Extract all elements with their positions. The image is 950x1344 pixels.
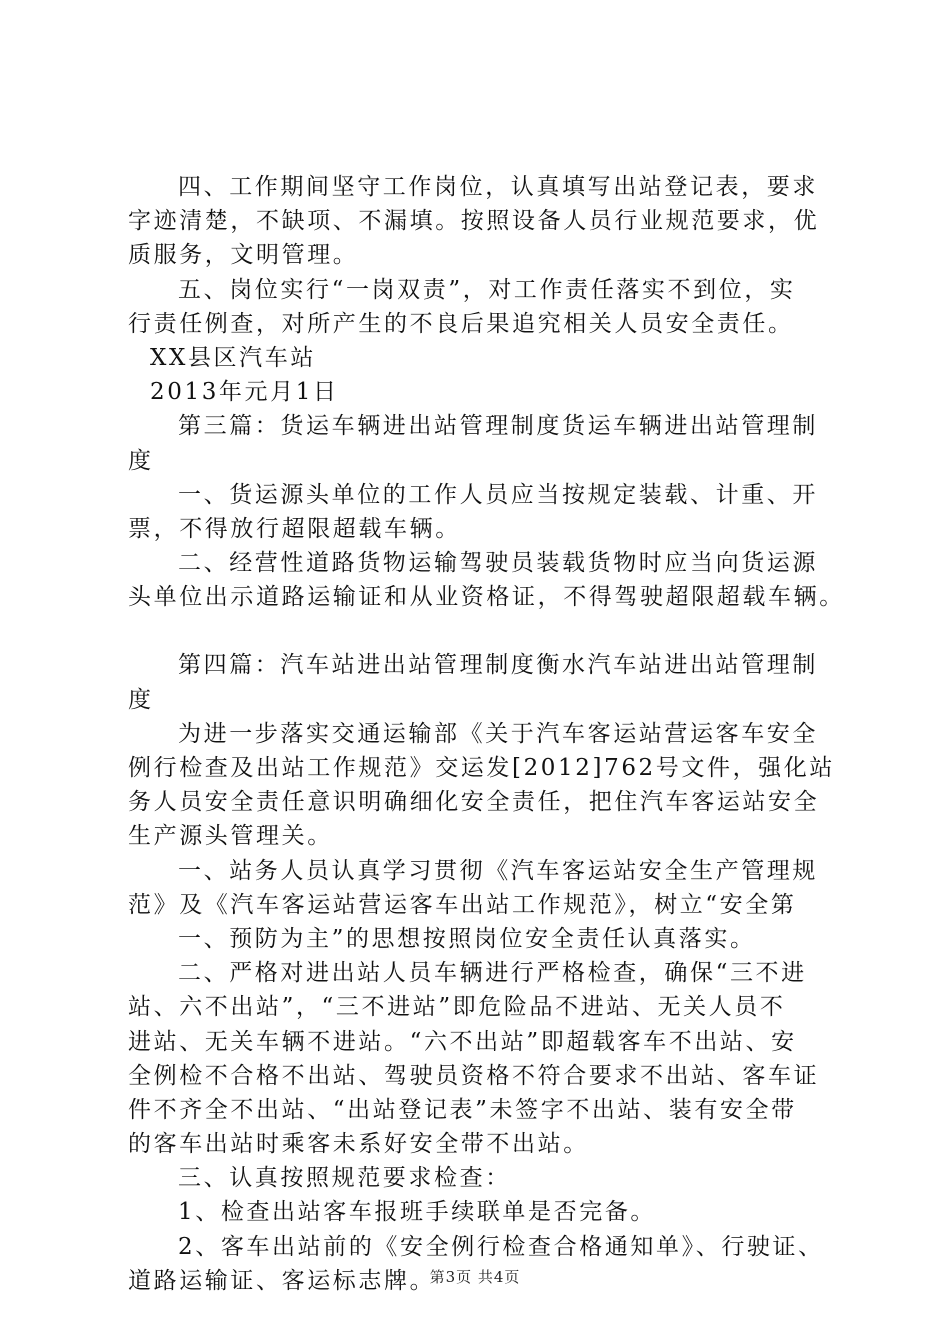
paragraph-line: 五、岗位实行“一岗双责”，对工作责任落实不到位，实 [178, 276, 796, 303]
paragraph-line: 件不齐全不出站、“出站登记表”未签字不出站、装有安全带 [128, 1096, 797, 1123]
paragraph-line: 范》及《汽车客运站营运客车出站工作规范》，树立“安全第 [128, 891, 797, 918]
paragraph-line: 质服务，文明管理。 [128, 242, 359, 269]
signature-date: 2013年元月1日 [150, 379, 339, 406]
paragraph-line: 1、检查出站客车报班手续联单是否完备。 [178, 1199, 657, 1226]
paragraph-line: 进站、无关车辆不进站。“六不出站”即超载客车不出站、安 [128, 1028, 797, 1055]
section-heading: 度 [128, 447, 154, 474]
paragraph-line: 全例检不合格不出站、驾驶员资格不符合要求不出站、客车证 [128, 1062, 820, 1089]
paragraph-line: 道路运输证、客运标志牌。 [128, 1267, 436, 1294]
paragraph-line: 一、站务人员认真学习贯彻《汽车客运站安全生产管理规 [178, 857, 818, 884]
paragraph-line: 生产源头管理关。 [128, 823, 333, 850]
paragraph-line: 一、预防为主”的思想按照岗位安全责任认真落实。 [178, 925, 756, 952]
section-heading: 第四篇：汽车站进出站管理制度衡水汽车站进出站管理制 [178, 652, 818, 679]
paragraph-line: 二、严格对进出站人员车辆进行严格检查，确保“三不进 [178, 960, 807, 987]
document-body [128, 170, 843, 1298]
paragraph-line: 头单位出示道路运输证和从业资格证，不得驾驶超限超载车辆。 [128, 584, 845, 611]
paragraph-line: 票，不得放行超限超载车辆。 [128, 515, 461, 542]
paragraph-line: 一、货运源头单位的工作人员应当按规定装载、计重、开 [178, 481, 818, 508]
blank-line [128, 614, 843, 648]
paragraph-line: 二、经营性道路货物运输驾驶员装载货物时应当向货运源 [178, 550, 818, 577]
paragraph-line: 例行检查及出站工作规范》交运发[2012]762号文件，强化站 [128, 755, 835, 781]
paragraph-line: 2、客车出站前的《安全例行检查合格通知单》、行驶证、 [178, 1233, 824, 1260]
paragraph-line: 行责任例查，对所产生的不良后果追究相关人员安全责任。 [128, 310, 794, 337]
paragraph-line: 的客车出站时乘客未系好安全带不出站。 [128, 1131, 589, 1158]
paragraph-line: 为进一步落实交通运输部《关于汽车客运站营运客车安全 [178, 720, 818, 747]
section-heading: 第三篇：货运车辆进出站管理制度货运车辆进出站管理制 [178, 413, 818, 440]
section-heading: 度 [128, 686, 154, 713]
paragraph-line: 三、认真按照规范要求检查： [178, 1165, 511, 1192]
paragraph-line: 务人员安全责任意识明确细化安全责任，把住汽车客运站安全 [128, 789, 820, 816]
signature-org: XX县区汽车站 [150, 344, 316, 371]
paragraph-line: 字迹清楚，不缺项、不漏填。按照设备人员行业规范要求，优 [128, 208, 820, 235]
page-number: 第3页 共4页 [429, 1268, 521, 1286]
paragraph-line: 站、六不出站”，“三不进站”即危险品不进站、无关人员不 [128, 994, 786, 1021]
paragraph-line: 四、工作期间坚守工作岗位，认真填写出站登记表，要求 [178, 174, 818, 200]
